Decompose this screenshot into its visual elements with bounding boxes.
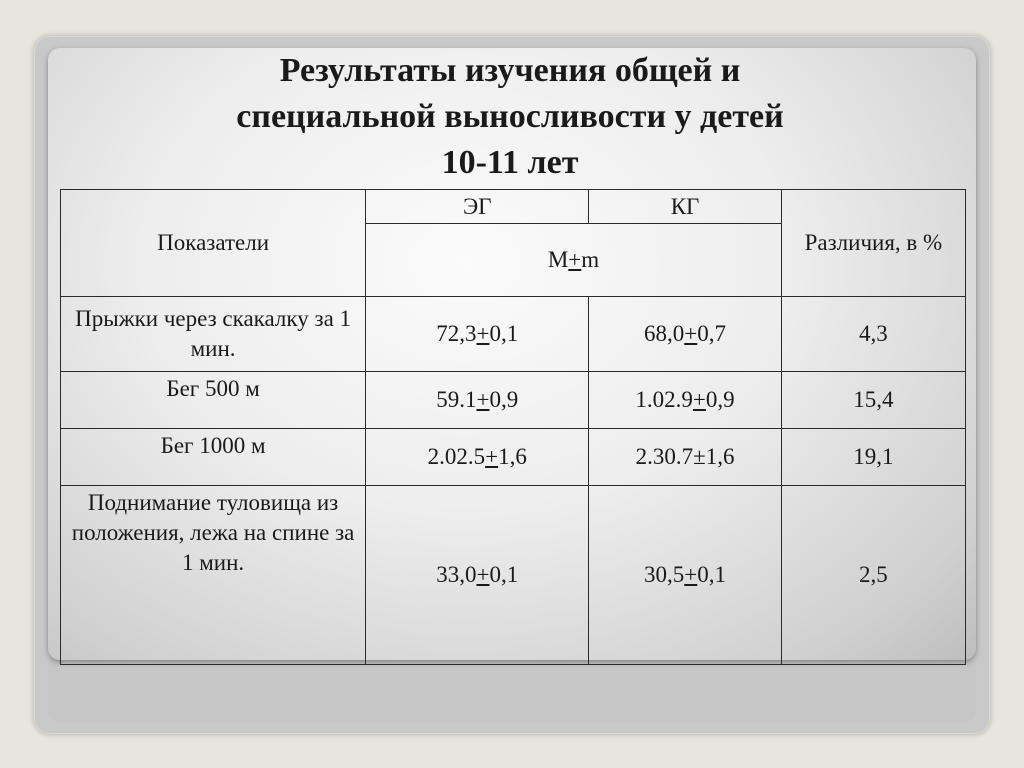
row-eg-value: 2.02.5+1,6 <box>366 429 589 486</box>
row-kg-value: 2.30.7±1,6 <box>589 429 782 486</box>
header-kg: КГ <box>589 190 782 224</box>
row-indicator: Бег 1000 м <box>61 429 366 486</box>
row-indicator: Бег 500 м <box>61 372 366 429</box>
title-line-2: специальной выносливости у детей <box>236 98 784 135</box>
header-difference: Различия, в % <box>781 190 965 297</box>
row-indicator: Прыжки через скакалку за 1 мин. <box>61 297 366 372</box>
table-row <box>61 429 966 486</box>
row-kg-value: 1.02.9+0,9 <box>589 372 782 429</box>
row-kg-value: 68,0+0,7 <box>589 297 782 372</box>
row-eg-value: 33,0+0,1 <box>366 486 589 665</box>
slide-bottom-band <box>48 660 976 722</box>
title-line-1: Результаты изучения общей и <box>279 52 741 89</box>
table-header-row <box>61 190 966 224</box>
row-difference: 4,3 <box>781 297 965 372</box>
row-kg-value: 30,5+0,1 <box>589 486 782 665</box>
row-difference: 15,4 <box>781 372 965 429</box>
row-difference: 2,5 <box>781 486 965 665</box>
header-eg: ЭГ <box>366 190 589 224</box>
row-difference: 19,1 <box>781 429 965 486</box>
row-indicator: Поднимание туловища из положения, лежа на спине за 1 мин. <box>61 486 366 665</box>
row-eg-value: 72,3+0,1 <box>366 297 589 372</box>
title-line-3: 10-11 лет <box>441 144 579 181</box>
table-row <box>61 486 966 665</box>
slide-title <box>160 48 860 186</box>
header-mean: М+m <box>366 224 782 297</box>
row-eg-value: 59.1+0,9 <box>366 372 589 429</box>
table-row <box>61 297 966 372</box>
header-indicators: Показатели <box>61 190 366 297</box>
table-row <box>61 372 966 429</box>
results-table <box>60 189 966 665</box>
